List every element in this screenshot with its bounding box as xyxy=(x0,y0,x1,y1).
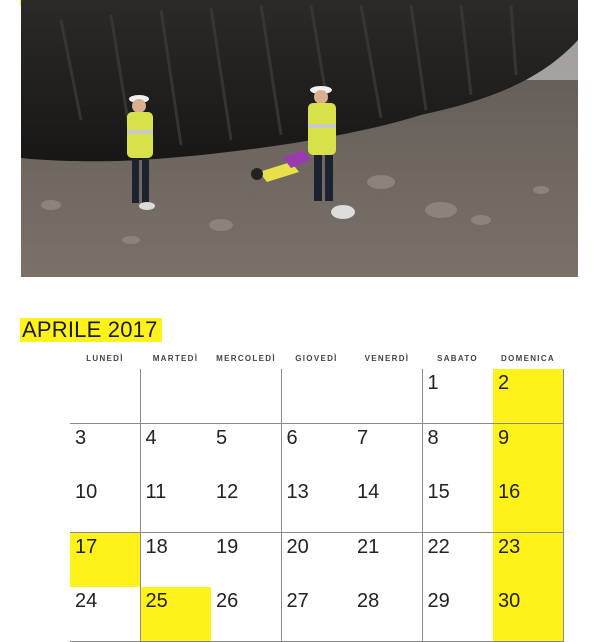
day-number: 13 xyxy=(286,481,309,503)
miniature-police-scene-illustration xyxy=(21,0,578,277)
weekday-header: GIOVEDÌ xyxy=(295,354,338,363)
calendar-day-cell xyxy=(423,478,494,533)
calendar-day-cell xyxy=(423,533,494,588)
calendar-empty-cell xyxy=(141,369,212,424)
calendar-day-cell xyxy=(70,424,141,479)
calendar-day-cell xyxy=(352,587,423,642)
calendar-day-cell xyxy=(282,424,353,479)
calendar-day-cell xyxy=(141,587,212,642)
day-number: 10 xyxy=(75,481,98,503)
calendar-day-cell xyxy=(70,587,141,642)
day-number: 23 xyxy=(498,535,521,558)
day-number: 11 xyxy=(145,481,167,503)
weekday-header: MARTEDÌ xyxy=(152,354,199,363)
day-number: 30 xyxy=(498,590,521,612)
day-number: 19 xyxy=(216,535,239,558)
day-number: 6 xyxy=(286,426,298,449)
calendar-day-cell xyxy=(493,587,564,642)
calendar-day-cell xyxy=(211,424,282,479)
day-number: 28 xyxy=(357,590,380,612)
calendar-day-cell xyxy=(423,424,494,479)
day-number: 8 xyxy=(427,426,439,449)
calendar-day-cell xyxy=(493,478,564,533)
calendar-day-cell xyxy=(423,587,494,642)
calendar-day-cell xyxy=(352,424,423,479)
calendar-day-cell xyxy=(211,533,282,588)
day-number: 3 xyxy=(75,426,87,449)
weekday-header-row xyxy=(70,354,564,366)
day-number: 14 xyxy=(357,481,380,503)
day-number: 1 xyxy=(427,372,439,394)
day-number: 17 xyxy=(75,535,98,558)
calendar-day-cell xyxy=(211,478,282,533)
day-number: 21 xyxy=(357,535,380,558)
day-number: 12 xyxy=(216,481,239,503)
calendar-day-cell xyxy=(141,533,212,588)
calendar-day-cell xyxy=(141,424,212,479)
weekday-header: MERCOLEDÌ xyxy=(216,354,276,363)
day-number: 18 xyxy=(145,535,168,558)
calendar-day-cell xyxy=(423,369,494,424)
day-number: 25 xyxy=(145,590,168,612)
calendar-empty-cell xyxy=(352,369,423,424)
header-photo xyxy=(21,0,578,277)
calendar-empty-cell xyxy=(70,369,141,424)
calendar-day-cell xyxy=(282,587,353,642)
day-number: 20 xyxy=(286,535,309,558)
calendar-day-cell xyxy=(493,533,564,588)
calendar-day-cell xyxy=(352,533,423,588)
day-number: 4 xyxy=(145,426,157,449)
day-number: 26 xyxy=(216,590,239,612)
day-number: 2 xyxy=(498,372,510,394)
calendar-empty-cell xyxy=(211,369,282,424)
calendar-day-cell xyxy=(70,533,141,588)
calendar-day-cell xyxy=(282,478,353,533)
weekday-header: SABATO xyxy=(437,354,478,363)
day-number: 29 xyxy=(427,590,450,612)
day-number: 24 xyxy=(75,590,98,612)
calendar-day-cell xyxy=(493,369,564,424)
day-number: 27 xyxy=(286,590,309,612)
calendar-day-cell xyxy=(493,424,564,479)
day-number: 7 xyxy=(357,426,369,449)
calendar-day-cell xyxy=(141,478,212,533)
weekday-header: VENERDÌ xyxy=(364,354,410,363)
month-title: APRILE 2017 xyxy=(20,318,162,342)
calendar-day-cell xyxy=(282,533,353,588)
weekday-header: DOMENICA xyxy=(501,354,555,363)
calendar-empty-cell xyxy=(282,369,353,424)
weekday-header: LUNEDÌ xyxy=(86,354,124,363)
calendar-grid xyxy=(70,369,564,612)
day-number: 15 xyxy=(427,481,450,503)
calendar-day-cell xyxy=(352,478,423,533)
calendar-day-cell xyxy=(70,478,141,533)
day-number: 16 xyxy=(498,481,521,503)
day-number: 22 xyxy=(427,535,450,558)
day-number: 5 xyxy=(216,426,228,449)
calendar-day-cell xyxy=(211,587,282,642)
day-number: 9 xyxy=(498,426,510,449)
